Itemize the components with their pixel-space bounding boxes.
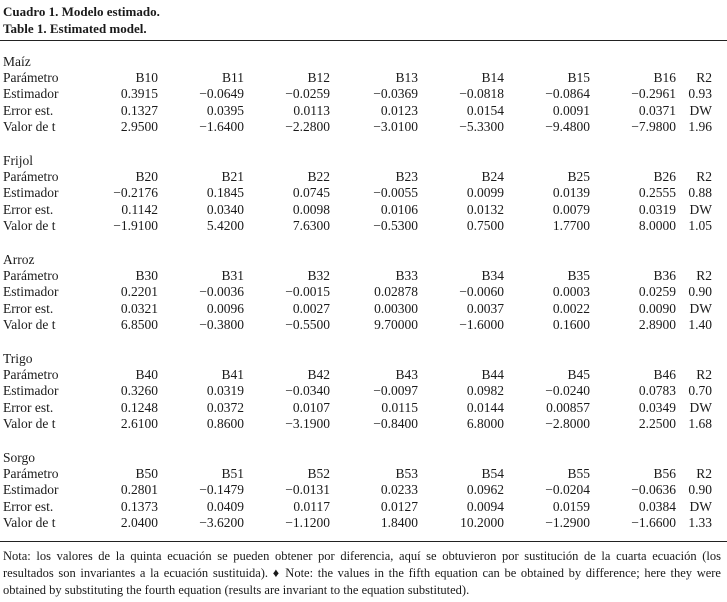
std-error-row xyxy=(0,499,727,515)
std-error-row xyxy=(0,103,727,119)
table-cell: B55 xyxy=(567,466,590,481)
table-cell: 0.0139 xyxy=(552,185,590,201)
table-cell: 1.7700 xyxy=(552,218,590,234)
table-cell: −0.0259 xyxy=(285,86,330,102)
table-cell: 0.1600 xyxy=(552,317,590,333)
table-cell: −3.6200 xyxy=(199,515,244,531)
table-cell: B41 xyxy=(221,367,244,382)
row-label: Error est. xyxy=(3,300,54,316)
table-cell: 0.8600 xyxy=(206,416,244,432)
table-cell: 5.4200 xyxy=(206,218,244,234)
table-cell: B56 xyxy=(653,466,676,481)
table-cell: B50 xyxy=(135,466,158,481)
parameter-row xyxy=(0,268,727,284)
table-cell: 2.6100 xyxy=(120,416,158,432)
table-cell: −0.0060 xyxy=(459,284,504,300)
t-value-row xyxy=(0,515,727,531)
caption-spanish: Cuadro 1. Modelo estimado. xyxy=(3,4,160,19)
row-label: Valor de t xyxy=(3,119,56,135)
row-label: Valor de t xyxy=(3,218,56,234)
table-cell: 6.8500 xyxy=(120,317,158,333)
std-error-row xyxy=(0,400,727,416)
table-cell: 0.2555 xyxy=(638,185,676,201)
table-cell: 0.0079 xyxy=(552,201,590,217)
row-label: Parámetro xyxy=(3,466,59,481)
t-value-row xyxy=(0,218,727,234)
table-cell: 2.8900 xyxy=(638,317,676,333)
crop-block xyxy=(0,53,727,152)
table-cell: B34 xyxy=(481,268,504,283)
table-cell: R2 xyxy=(696,367,712,382)
table-cell: B46 xyxy=(653,367,676,382)
row-label: Error est. xyxy=(3,399,54,415)
parameter-row xyxy=(0,466,727,482)
table-cell: 0.70 xyxy=(688,383,712,399)
table-cell: B53 xyxy=(395,466,418,481)
parameter-row xyxy=(0,70,727,86)
table-cell: −1.1200 xyxy=(285,515,330,531)
table-cell: B12 xyxy=(307,70,330,85)
table-cell: −0.2961 xyxy=(631,86,676,102)
table-cell: 0.3915 xyxy=(120,86,158,102)
table-cell: 0.0159 xyxy=(552,498,590,514)
table-cell: 0.90 xyxy=(688,482,712,498)
table-cell: −0.0649 xyxy=(199,86,244,102)
table-cell: −0.0636 xyxy=(631,482,676,498)
row-label: Parámetro xyxy=(3,268,59,283)
table-cell: −0.0240 xyxy=(545,383,590,399)
table-cell: 0.0132 xyxy=(466,201,504,217)
table-cell: 1.68 xyxy=(688,416,712,432)
row-label: Estimador xyxy=(3,383,59,399)
table-cell: 0.0371 xyxy=(638,102,676,118)
table-cell: B11 xyxy=(221,70,244,85)
table-cell: 0.0096 xyxy=(206,300,244,316)
estimator-row xyxy=(0,284,727,300)
table-cell: −0.0818 xyxy=(459,86,504,102)
table-cell: 0.0113 xyxy=(293,102,330,118)
table-cell: −1.6600 xyxy=(631,515,676,531)
crop-block xyxy=(0,152,727,251)
estimator-row xyxy=(0,383,727,399)
t-value-row xyxy=(0,119,727,135)
table-cell: DW xyxy=(689,201,712,217)
table-cell: 0.0144 xyxy=(466,399,504,415)
table-cell: −2.8000 xyxy=(545,416,590,432)
table-cell: 0.0094 xyxy=(466,498,504,514)
table-cell: 0.7500 xyxy=(466,218,504,234)
table-cell: 0.0745 xyxy=(292,185,330,201)
table-cell: 0.0106 xyxy=(380,201,418,217)
table-cell: B15 xyxy=(567,70,590,85)
table-cell: 0.0117 xyxy=(293,498,330,514)
table-cell: 0.0127 xyxy=(380,498,418,514)
table-cell: −0.0864 xyxy=(545,86,590,102)
table-cell: 0.0090 xyxy=(638,300,676,316)
table-cell: −0.0015 xyxy=(285,284,330,300)
table-cell: B36 xyxy=(653,268,676,283)
table-cell: B45 xyxy=(567,367,590,382)
table-cell: B13 xyxy=(395,70,418,85)
table-cell: B43 xyxy=(395,367,418,382)
table-caption xyxy=(3,3,160,37)
table-cell: 0.0037 xyxy=(466,300,504,316)
table-cell: 0.0384 xyxy=(638,498,676,514)
crop-name: Arroz xyxy=(3,252,35,267)
table-cell: B51 xyxy=(221,466,244,481)
crop-block xyxy=(0,449,727,548)
table-cell: −0.5500 xyxy=(285,317,330,333)
table-cell: B31 xyxy=(221,268,244,283)
table-cell: 1.40 xyxy=(688,317,712,333)
table-cell: DW xyxy=(689,399,712,415)
table-cell: −9.4800 xyxy=(545,119,590,135)
table-cell: 10.2000 xyxy=(460,515,504,531)
table-cell: −2.2800 xyxy=(285,119,330,135)
table-cell: 1.96 xyxy=(688,119,712,135)
table-cell: 0.93 xyxy=(688,86,712,102)
table-cell: −0.0131 xyxy=(285,482,330,498)
table-cell: DW xyxy=(689,102,712,118)
table-cell: 0.1142 xyxy=(121,201,158,217)
row-label: Estimador xyxy=(3,86,59,102)
table-cell: −0.0204 xyxy=(545,482,590,498)
table-cell: −1.9100 xyxy=(113,218,158,234)
table-cell: 0.0022 xyxy=(552,300,590,316)
table-cell: R2 xyxy=(696,169,712,184)
table-cell: B21 xyxy=(221,169,244,184)
table-cell: B54 xyxy=(481,466,504,481)
parameter-row xyxy=(0,169,727,185)
table-cell: B25 xyxy=(567,169,590,184)
table-cell: 9.70000 xyxy=(374,317,418,333)
table-cell: 0.2801 xyxy=(120,482,158,498)
table-cell: 1.8400 xyxy=(380,515,418,531)
table-cell: −0.1479 xyxy=(199,482,244,498)
caption-english: Table 1. Estimated model. xyxy=(3,21,147,36)
table-cell: R2 xyxy=(696,466,712,481)
table-cell: B26 xyxy=(653,169,676,184)
estimator-row xyxy=(0,86,727,102)
row-label: Parámetro xyxy=(3,169,59,184)
table-cell: B10 xyxy=(135,70,158,85)
table-cell: R2 xyxy=(696,268,712,283)
table-cell: −0.0055 xyxy=(373,185,418,201)
table-cell: B40 xyxy=(135,367,158,382)
table-cell: 0.0409 xyxy=(206,498,244,514)
crop-name: Sorgo xyxy=(3,450,36,465)
table-cell: −0.3800 xyxy=(199,317,244,333)
table-cell: B30 xyxy=(135,268,158,283)
estimator-row xyxy=(0,185,727,201)
table-cell: B23 xyxy=(395,169,418,184)
row-label: Valor de t xyxy=(3,515,56,531)
table-cell: −0.0369 xyxy=(373,86,418,102)
row-label: Estimador xyxy=(3,185,59,201)
table-cell: B14 xyxy=(481,70,504,85)
parameter-row xyxy=(0,367,727,383)
row-label: Estimador xyxy=(3,284,59,300)
crop-block xyxy=(0,350,727,449)
table-cell: 0.0982 xyxy=(466,383,504,399)
table-cell: −3.0100 xyxy=(373,119,418,135)
table-cell: B33 xyxy=(395,268,418,283)
std-error-row xyxy=(0,202,727,218)
row-label: Estimador xyxy=(3,482,59,498)
table-cell: −3.1900 xyxy=(285,416,330,432)
table-cell: B52 xyxy=(307,466,330,481)
table-cell: B22 xyxy=(307,169,330,184)
table-cell: 2.9500 xyxy=(120,119,158,135)
table-cell: 0.1845 xyxy=(206,185,244,201)
estimates-table xyxy=(0,53,727,548)
table-cell: 0.0340 xyxy=(206,201,244,217)
table-cell: 0.0349 xyxy=(638,399,676,415)
crop-name: Frijol xyxy=(3,153,34,168)
crop-block xyxy=(0,251,727,350)
table-cell: 1.33 xyxy=(688,515,712,531)
table-cell: 2.2500 xyxy=(638,416,676,432)
table-cell: 0.1327 xyxy=(120,102,158,118)
table-cell: DW xyxy=(689,498,712,514)
table-cell: B42 xyxy=(307,367,330,382)
table-cell: −1.6400 xyxy=(199,119,244,135)
table-cell: B20 xyxy=(135,169,158,184)
table-cell: 0.0003 xyxy=(552,284,590,300)
table-cell: 0.0027 xyxy=(292,300,330,316)
table-cell: 0.90 xyxy=(688,284,712,300)
table-cell: 0.2201 xyxy=(120,284,158,300)
table-cell: 0.0098 xyxy=(292,201,330,217)
table-cell: B32 xyxy=(307,268,330,283)
crop-name: Maíz xyxy=(3,54,31,69)
table-note: Nota: los valores de la quinta ecuación se pueden obtener por diferencia, aquí se obtuvieron por sustitución de la cuarta ecuación (los resultados son invariantes a la ecuación sustituida). ♦ Note: the values in the fifth equation can be obtained by difference; here they were obtained by substituting the fourth equation (results are invariant to the equation substituted). xyxy=(3,549,721,597)
table-cell: B24 xyxy=(481,169,504,184)
table-cell: 0.88 xyxy=(688,185,712,201)
t-value-row xyxy=(0,317,727,333)
table-cell: 0.0395 xyxy=(206,102,244,118)
table-cell: R2 xyxy=(696,70,712,85)
table-cell: −0.2176 xyxy=(113,185,158,201)
table-cell: DW xyxy=(689,300,712,316)
table-cell: 0.02878 xyxy=(374,284,418,300)
table-cell: 0.0319 xyxy=(638,201,676,217)
table-cell: −5.3300 xyxy=(459,119,504,135)
table-cell: 0.0259 xyxy=(638,284,676,300)
table-cell: 0.00300 xyxy=(374,300,418,316)
table-cell: 0.3260 xyxy=(120,383,158,399)
table-cell: 0.0962 xyxy=(466,482,504,498)
table-cell: 7.6300 xyxy=(292,218,330,234)
row-label: Valor de t xyxy=(3,317,56,333)
row-label: Parámetro xyxy=(3,367,59,382)
table-cell: −0.5300 xyxy=(373,218,418,234)
bottom-rule xyxy=(0,541,727,542)
table-cell: 0.0321 xyxy=(120,300,158,316)
crop-name: Trigo xyxy=(3,351,33,366)
row-label: Error est. xyxy=(3,201,54,217)
table-cell: −1.6000 xyxy=(459,317,504,333)
table-cell: 0.0783 xyxy=(638,383,676,399)
table-cell: 0.0154 xyxy=(466,102,504,118)
table-cell: 0.0091 xyxy=(552,102,590,118)
table-cell: 0.0123 xyxy=(380,102,418,118)
table-cell: B44 xyxy=(481,367,504,382)
table-cell: 0.1248 xyxy=(120,399,158,415)
table-cell: 0.0319 xyxy=(206,383,244,399)
row-label: Valor de t xyxy=(3,416,56,432)
table-cell: 8.0000 xyxy=(638,218,676,234)
table-cell: −1.2900 xyxy=(545,515,590,531)
table-cell: 0.0099 xyxy=(466,185,504,201)
row-label: Error est. xyxy=(3,102,54,118)
row-label: Error est. xyxy=(3,498,54,514)
table-cell: B16 xyxy=(653,70,676,85)
table-cell: 0.00857 xyxy=(546,399,590,415)
table-cell: 0.1373 xyxy=(120,498,158,514)
table-cell: −0.8400 xyxy=(373,416,418,432)
table-cell: 0.0107 xyxy=(292,399,330,415)
row-label: Parámetro xyxy=(3,70,59,85)
table-cell: B35 xyxy=(567,268,590,283)
table-cell: −0.0340 xyxy=(285,383,330,399)
table-cell: 0.0372 xyxy=(206,399,244,415)
top-rule xyxy=(0,40,727,41)
table-cell: 2.0400 xyxy=(120,515,158,531)
table-cell: −0.0097 xyxy=(373,383,418,399)
table-cell: 6.8000 xyxy=(466,416,504,432)
std-error-row xyxy=(0,301,727,317)
table-cell: 1.05 xyxy=(688,218,712,234)
table-cell: 0.0115 xyxy=(381,399,418,415)
table-cell: 0.0233 xyxy=(380,482,418,498)
table-cell: −7.9800 xyxy=(631,119,676,135)
estimator-row xyxy=(0,482,727,498)
table-cell: −0.0036 xyxy=(199,284,244,300)
t-value-row xyxy=(0,416,727,432)
